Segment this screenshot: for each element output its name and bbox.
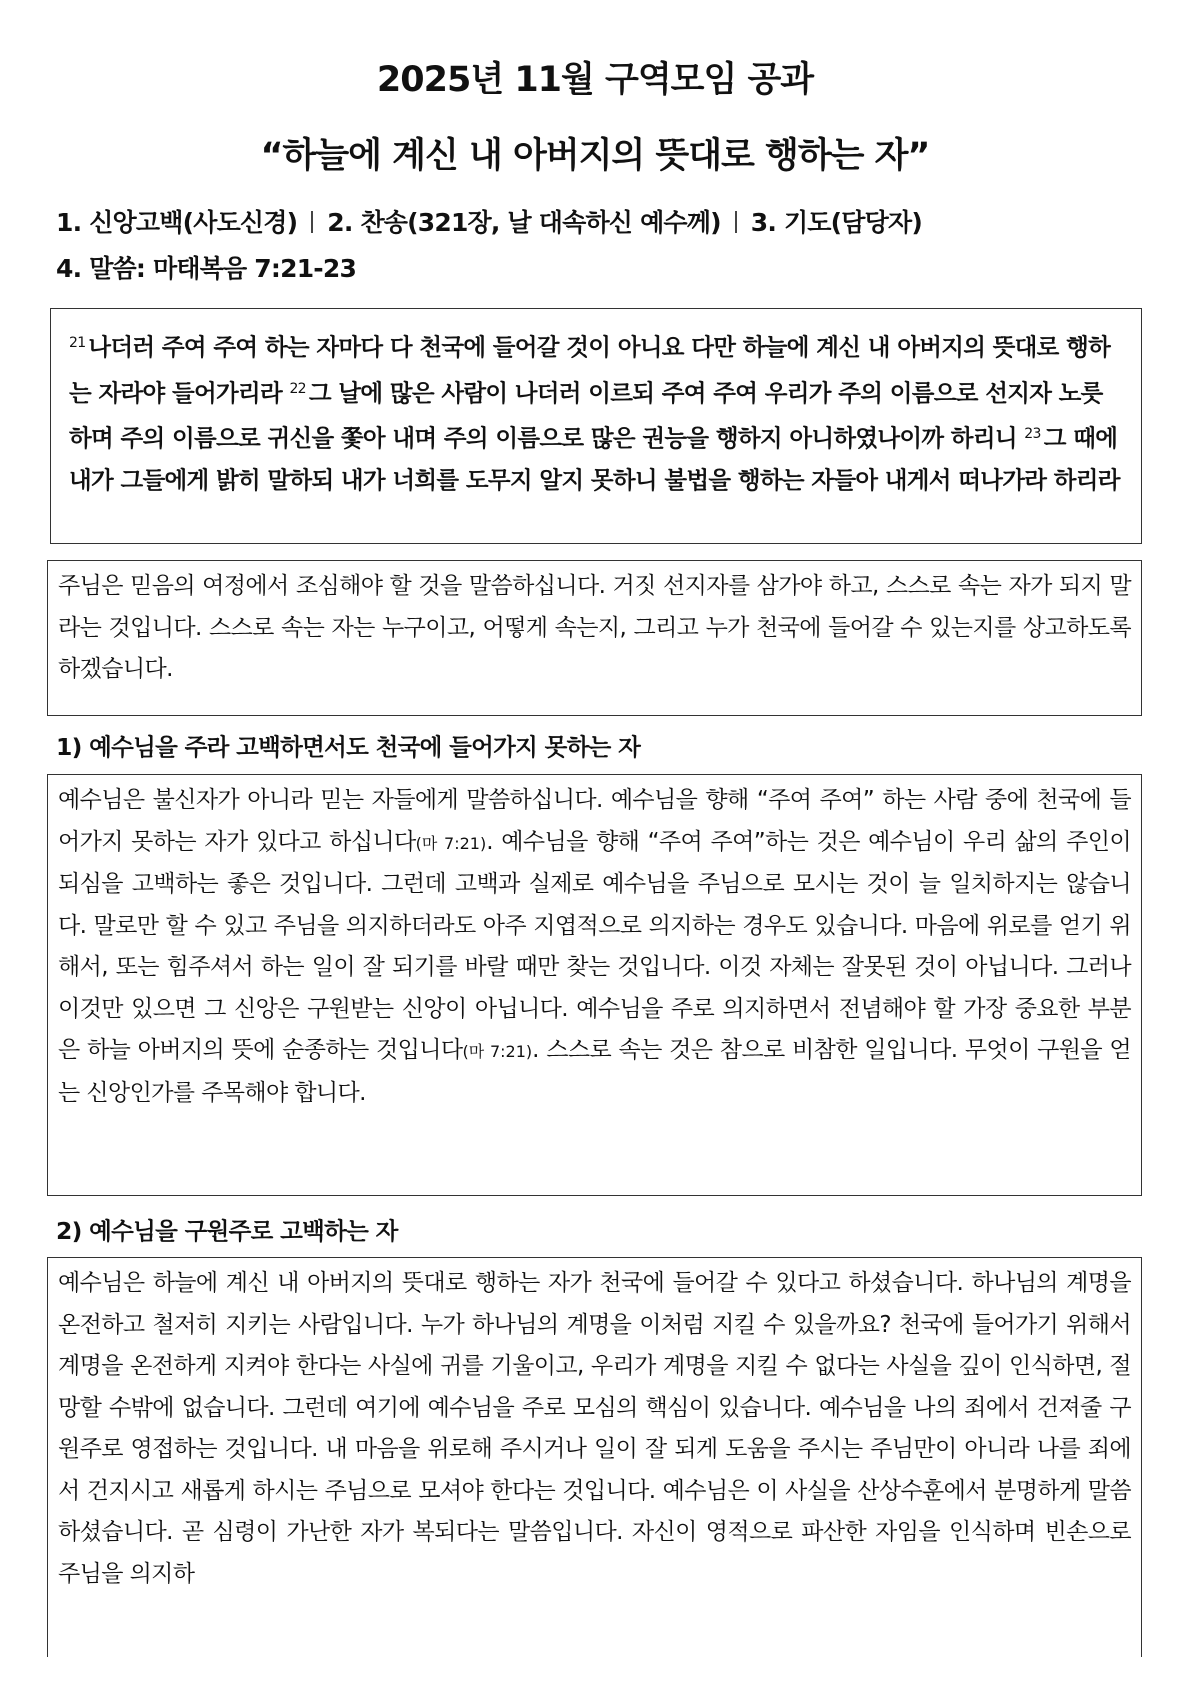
section-1-text: . 스스로 속는 것은 참으로 비참한 일입니다. 무엇이 구원을 얻는 신앙인가를 주목해야 합니다.: [58, 1037, 1131, 1106]
scripture-passage-box: [50, 308, 1142, 544]
intro-box: [47, 560, 1142, 716]
verse-number: 21: [69, 335, 86, 351]
separator: [311, 211, 313, 233]
order-item-creed: 1. 신앙고백(사도신경): [56, 208, 298, 237]
verse-text: 그 때에 내가 그들에게 밝히 말하되 내가 너희를 도무지 알지 못하니 불법을 행하는 자들아 내게서 떠나가라 하리라: [69, 424, 1120, 494]
scripture-reference: 4. 말씀: 마태복음 7:21-23: [56, 254, 357, 283]
separator: [735, 211, 737, 233]
order-item-prayer: 3. 기도(담당자): [750, 208, 922, 237]
bible-reference: (마 7:21): [462, 1042, 533, 1061]
verse-text: 나더러 주여 주여 하는 자마다 다 천국에 들어갈 것이 아니요 다만 하늘에 계신 내 아버지의 뜻대로 행하는 자라야 들어가리라: [69, 333, 1111, 407]
section-heading-1: 1) 예수님을 주라 고백하면서도 천국에 들어가지 못하는 자: [56, 733, 641, 761]
lesson-theme: “하늘에 계신 내 아버지의 뜻대로 행하는 자”: [260, 136, 930, 176]
order-item-hymn: 2. 찬송(321장, 날 대속하신 예수께): [327, 208, 721, 237]
service-order: [56, 203, 922, 239]
section-1-box: [47, 774, 1142, 1196]
bible-reference: (마 7:21): [415, 833, 487, 853]
section-1-text: . 예수님을 향해 “주여 주여”하는 것은 예수님이 우리 삶의 주인이 되심을 고백하는 좋은 것입니다. 그런데 고백과 실제로 예수님을 주님으로 모시는 것이 늘 일치하지는 않습니다. 말로만 할 수 있고 주님을 의지하더라도 아주 지엽적으로 의지하는 경우도 있습니다. 마음에 위로를 얻기 위해서, 또는 힘주셔서 하는 일이 잘 되기를 바랄 때만 찾는 것입니다. 이것 자체는 잘못된 것이 아닙니다. 그러나 이것만 있으면 그 신앙은 구원받는 신앙이 아닙니다. 예수님을 주로 의지하면서 전념해야 할 가장 중요한 부분은 하늘 아버지의 뜻에 순종하는 것입니다: [58, 828, 1131, 1063]
section-heading-2: 2) 예수님을 구원주로 고백하는 자: [56, 1217, 398, 1245]
verse-text: 그 날에 많은 사람이 나더러 이르되 주여 주여 우리가 주의 이름으로 선지자 노릇 하며 주의 이름으로 귀신을 쫓아 내며 주의 이름으로 많은 권능을 행하지 아니하였나이까 하리니: [69, 378, 1103, 452]
section-2-box: [47, 1257, 1142, 1657]
section-1-text: 예수님은 불신자가 아니라 믿는 자들에게 말씀하십니다. 예수님을 향해 “주여 주여” 하는 사람 중에 천국에 들어가지 못하는 자가 있다고 하십니다: [58, 787, 1131, 855]
intro-text: 주님은 믿음의 여정에서 조심해야 할 것을 말씀하십니다. 거짓 선지자를 삼가야 하고, 스스로 속는 자가 되지 말라는 것입니다. 스스로 속는 자는 누구이고, 어떻게 속는지, 그리고 누가 천국에 들어갈 수 있는지를 상고하도록 하겠습니다.: [58, 573, 1131, 682]
section-2-text: 예수님은 하늘에 계신 내 아버지의 뜻대로 행하는 자가 천국에 들어갈 수 있다고 하셨습니다. 하나님의 계명을 온전하고 철저히 지키는 사람입니다. 누가 하나님의 계명을 이처럼 지킬 수 있을까요? 천국에 들어가기 위해서 계명을 온전하게 지켜야 한다는 사실에 귀를 기울이고, 우리가 계명을 지킬 수 없다는 사실을 깊이 인식하면, 절망할 수밖에 없습니다. 그런데 여기에 예수님을 주로 모심의 핵심이 있습니다. 예수님을 나의 죄에서 건져줄 구원주로 영접하는 것입니다. 내 마음을 위로해 주시거나 일이 잘 되게 도움을 주시는 주님만이 아니라 나를 죄에서 건지시고 새롭게 하시는 주님으로 모셔야 한다는 것입니다. 예수님은 이 사실을 산상수훈에서 분명하게 말씀하셨습니다. 곧 심령이 가난한 자가 복되다는 말씀입니다. 자신이 영적으로 파산한 자임을 인식하며 빈손으로 주님을 의지하: [58, 1270, 1131, 1587]
document-title: 2025년 11월 구역모임 공과: [376, 60, 814, 100]
verse-number: 23: [1024, 426, 1041, 442]
verse-number: 22: [289, 380, 306, 397]
